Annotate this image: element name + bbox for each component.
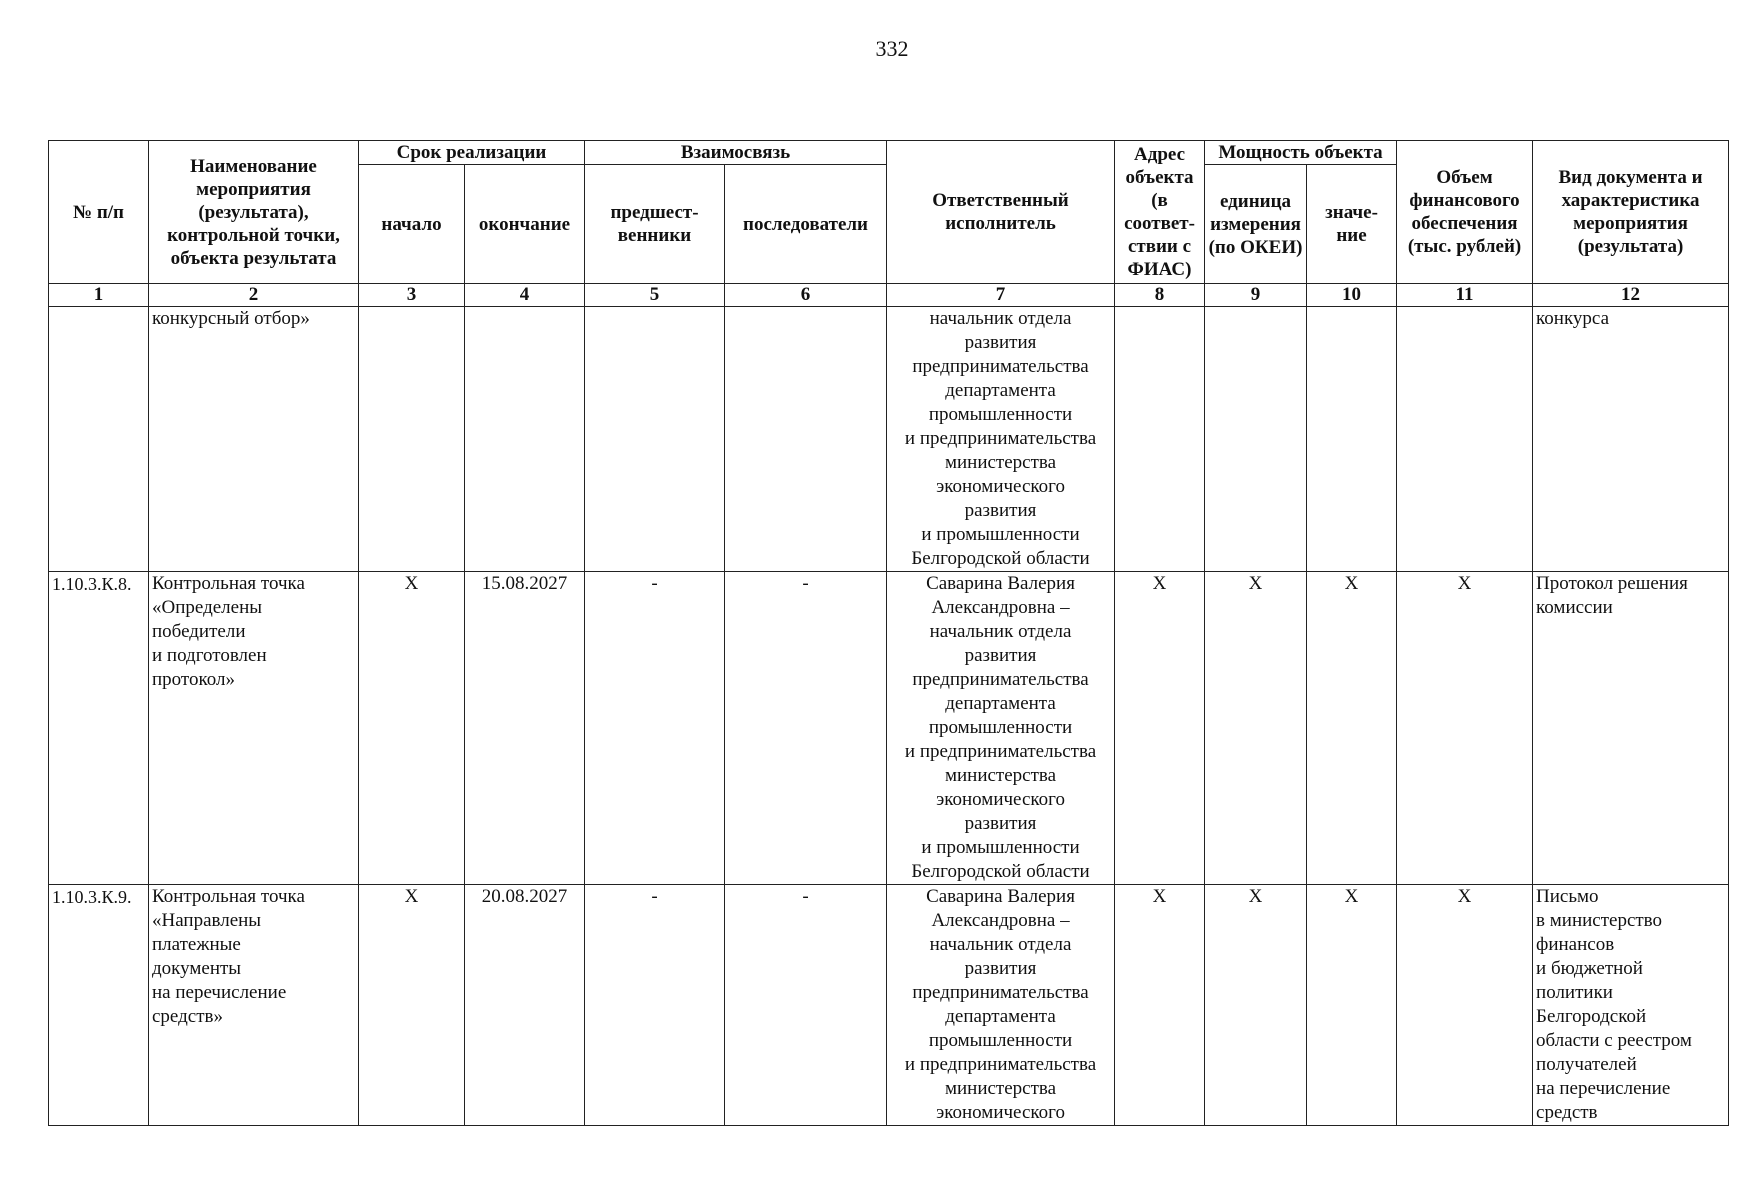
responsible-executor-line: и промышленности (921, 524, 1080, 545)
header-value: значе-ние (1307, 165, 1397, 284)
responsible-executor-line: департамента (945, 693, 1056, 714)
responsible-executor-line: промышленности (928, 404, 1073, 425)
header-capacity-group: Мощность объекта (1205, 141, 1397, 165)
header-link-group: Взаимосвязь (585, 141, 887, 165)
header-no: № п/п (49, 141, 149, 284)
plan-table (48, 140, 1729, 1126)
activity-name-line: платежные (152, 934, 241, 955)
responsible-executor-line: Белгородской области (911, 548, 1090, 569)
document-type-cell (1533, 307, 1729, 572)
responsible-executor-line: Александровна – (931, 597, 1070, 618)
start-date-cell (359, 307, 465, 572)
header-name: Наименование мероприятия (результата), контрольной точки, объекта результата (149, 141, 359, 284)
document-type-line: Письмо (1536, 886, 1599, 907)
document-type-line: политики (1536, 982, 1613, 1003)
responsible-executor-cell (887, 572, 1115, 885)
start-date-cell: X (359, 885, 465, 1126)
responsible-executor-line: начальник отдела (929, 934, 1072, 955)
header-end: окончание (465, 165, 585, 284)
column-number: 3 (359, 284, 465, 307)
responsible-executor-line: промышленности (928, 1030, 1073, 1051)
header-doc: Вид документа и характеристика мероприятия (результата) (1533, 141, 1729, 284)
activity-name-line: «Определены (152, 597, 263, 618)
finance-volume-cell: X (1397, 885, 1533, 1126)
activity-name-cell (149, 572, 359, 885)
header-successors: последователи (725, 165, 887, 284)
document-type-line: области с реестром (1536, 1030, 1692, 1051)
document-type-line: и бюджетной (1536, 958, 1643, 979)
responsible-executor-line: департамента (945, 380, 1056, 401)
measure-unit-cell: X (1205, 572, 1307, 885)
responsible-executor-line: Александровна – (931, 910, 1070, 931)
activity-name-line: конкурсный отбор» (152, 308, 310, 329)
predecessors-cell: - (585, 572, 725, 885)
header-finance: Объем финансового обеспечения (тыс. рублей) (1397, 141, 1533, 284)
column-number: 9 (1205, 284, 1307, 307)
activity-name-line: протокол» (152, 669, 235, 690)
responsible-executor-line: предпринимательства (912, 669, 1089, 690)
table-row (49, 572, 1729, 885)
activity-name-line: «Направлены (152, 910, 262, 931)
successors-cell: - (725, 885, 887, 1126)
successors-cell (725, 307, 887, 572)
responsible-executor-line: экономического (936, 476, 1065, 497)
responsible-executor-line: и предпринимательства (904, 741, 1097, 762)
header-term-group: Срок реализации (359, 141, 585, 165)
predecessors-cell: - (585, 885, 725, 1126)
column-number: 2 (149, 284, 359, 307)
end-date-cell (465, 307, 585, 572)
responsible-executor-line: Саварина Валерия (926, 573, 1075, 594)
object-address-cell (1115, 307, 1205, 572)
responsible-executor-line: и промышленности (921, 837, 1080, 858)
responsible-executor-line: развития (964, 645, 1037, 666)
predecessors-cell (585, 307, 725, 572)
measure-unit-cell: X (1205, 885, 1307, 1126)
row-number-cell (49, 307, 149, 572)
header-unit: единица измерения (по ОКЕИ) (1205, 165, 1307, 284)
responsible-executor-line: экономического (936, 789, 1065, 810)
document-type-cell (1533, 885, 1729, 1126)
column-numbers-row (49, 284, 1729, 307)
page-number: 332 (875, 36, 909, 61)
finance-volume-cell (1397, 307, 1533, 572)
column-number: 4 (465, 284, 585, 307)
capacity-value-cell (1307, 307, 1397, 572)
document-type-line: комиссии (1536, 597, 1613, 618)
activity-name-line: Контрольная точка (152, 886, 305, 907)
header-predecessors: предшест-венники (585, 165, 725, 284)
column-number: 5 (585, 284, 725, 307)
activity-name-cell (149, 885, 359, 1126)
responsible-executor-line: предпринимательства (912, 356, 1089, 377)
column-number: 10 (1307, 284, 1397, 307)
responsible-executor-line: министерства (944, 452, 1057, 473)
responsible-executor-line: экономического (936, 1102, 1065, 1123)
document-type-line: Протокол решения (1536, 573, 1688, 594)
activity-name-line: победители (152, 621, 246, 642)
activity-name-line: средств» (152, 1006, 223, 1027)
document-type-line: в министерство (1536, 910, 1663, 931)
end-date-cell: 15.08.2027 (465, 572, 585, 885)
document-type-line: Белгородской (1536, 1006, 1647, 1027)
measure-unit-cell (1205, 307, 1307, 572)
activity-name-cell (149, 307, 359, 572)
column-number: 11 (1397, 284, 1533, 307)
table-row (49, 885, 1729, 1126)
capacity-value-cell: X (1307, 572, 1397, 885)
responsible-executor-line: предпринимательства (912, 982, 1089, 1003)
document-type-line: на перечисление (1536, 1078, 1671, 1099)
document-type-line: конкурса (1536, 308, 1610, 329)
table-row (49, 307, 1729, 572)
document-type-line: получателей (1536, 1054, 1637, 1075)
activity-name-line: на перечисление (152, 982, 287, 1003)
successors-cell: - (725, 572, 887, 885)
responsible-executor-line: и предпринимательства (904, 1054, 1097, 1075)
responsible-executor-line: развития (964, 958, 1037, 979)
activity-name-line: Контрольная точка (152, 573, 305, 594)
responsible-executor-line: развития (964, 813, 1037, 834)
end-date-cell: 20.08.2027 (465, 885, 585, 1126)
header-responsible: Ответственный исполнитель (887, 141, 1115, 284)
responsible-executor-cell (887, 885, 1115, 1126)
activity-name-line: документы (152, 958, 242, 979)
responsible-executor-line: Саварина Валерия (926, 886, 1075, 907)
responsible-executor-line: министерства (944, 1078, 1057, 1099)
column-number: 8 (1115, 284, 1205, 307)
activity-name-line: и подготовлен (152, 645, 267, 666)
document-type-line: финансов (1536, 934, 1615, 955)
responsible-executor-line: министерства (944, 765, 1057, 786)
document-type-line: средств (1536, 1102, 1598, 1123)
column-number: 12 (1533, 284, 1729, 307)
start-date-cell: X (359, 572, 465, 885)
document-type-cell (1533, 572, 1729, 885)
object-address-cell: X (1115, 885, 1205, 1126)
finance-volume-cell: X (1397, 572, 1533, 885)
capacity-value-cell: X (1307, 885, 1397, 1126)
row-number-cell: 1.10.3.К.9. (49, 885, 149, 1126)
responsible-executor-line: департамента (945, 1006, 1056, 1027)
responsible-executor-line: начальник отдела (929, 621, 1072, 642)
responsible-executor-line: развития (964, 500, 1037, 521)
responsible-executor-line: начальник отдела (929, 308, 1072, 329)
object-address-cell: X (1115, 572, 1205, 885)
responsible-executor-line: и предпринимательства (904, 428, 1097, 449)
column-number: 7 (887, 284, 1115, 307)
responsible-executor-line: промышленности (928, 717, 1073, 738)
column-number: 6 (725, 284, 887, 307)
responsible-executor-line: развития (964, 332, 1037, 353)
responsible-executor-line: Белгородской области (911, 861, 1090, 882)
row-number-cell: 1.10.3.К.8. (49, 572, 149, 885)
header-start: начало (359, 165, 465, 284)
column-number: 1 (49, 284, 149, 307)
header-address: Адрес объекта (в соответ-ствии с ФИАС) (1115, 141, 1205, 284)
responsible-executor-cell (887, 307, 1115, 572)
